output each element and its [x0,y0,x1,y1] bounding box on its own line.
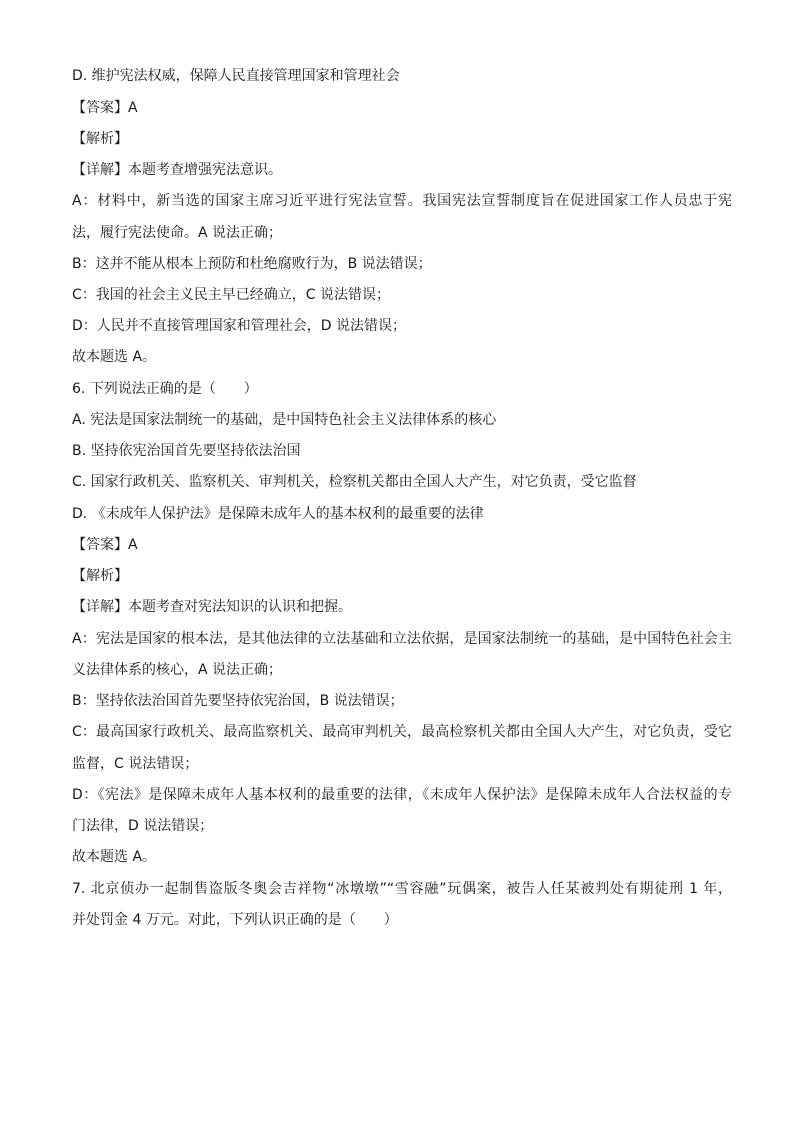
detail-a-line1-q5: A：材料中，新当选的国家主席习近平进行宪法宣誓。我国宪法宣誓制度旨在促进国家工作人员忠于宪 [72,193,732,209]
detail-intro-q6: 【详解】本题考查对宪法知识的认识和把握。 [72,599,352,615]
detail-d-line2-q6: 门法律，D 说法错误； [72,818,214,834]
question-6-option-a: A. 宪法是国家法制统一的基础，是中国特色社会主义法律体系的核心 [72,412,497,428]
detail-d-q5: D：人民并不直接管理国家和管理社会，D 说法错误； [72,318,407,334]
conclusion-q6: 故本题选 A。 [72,849,157,865]
detail-intro-q5: 【详解】本题考查增强宪法意识。 [72,162,282,178]
question-6-stem: 6. 下列说法正确的是（ ） [72,381,258,397]
analysis-label-q5: 【解析】 [72,131,128,147]
detail-a-line2-q5: 法，履行宪法使命。A 说法正确； [72,225,283,241]
analysis-label-q6: 【解析】 [72,568,128,584]
answer-label-q5: 【答案】A [72,100,138,116]
detail-b-q6: B：坚持依法治国首先要坚持依宪治国，B 说法错误； [72,693,404,709]
detail-d-line1-q6: D：《宪法》是保障未成年人基本权利的最重要的法律，《未成年人保护法》是保障未成年人合法权益的专 [72,787,732,803]
detail-c-line2-q6: 监督，C 说法错误； [72,756,199,772]
question-7-stem-line1: 7. 北京侦办一起制售盗版冬奥会吉祥物“冰墩墩”“雪容融”玩偶案，被告人任某被判处有期徒刑 1 年， [72,881,732,897]
conclusion-q5: 故本题选 A。 [72,349,157,365]
detail-a-line2-q6: 义法律体系的核心，A 说法正确； [72,662,283,678]
detail-c-line1-q6: C：最高国家行政机关、最高监察机关、最高审判机关，最高检察机关都由全国人大产生，对它负责，受它 [72,724,732,740]
question-6-option-b: B. 坚持依宪治国首先要坚持依法治国 [72,443,301,459]
detail-a-line1-q6: A：宪法是国家的根本法，是其他法律的立法基础和立法依据，是国家法制统一的基础，是中国特色社会主 [72,631,732,647]
detail-c-q5: C：我国的社会主义民主早已经确立，C 说法错误； [72,287,390,303]
answer-label-q6: 【答案】A [72,537,138,553]
question-7-stem-line2: 并处罚金 4 万元。对此，下列认识正确的是（ ） [72,912,398,928]
question-6-option-d: D. 《未成年人保护法》是保障未成年人的基本权利的最重要的法律 [72,506,484,522]
detail-b-q5: B：这并不能从根本上预防和杜绝腐败行为，B 说法错误； [72,256,432,272]
question-6-option-c: C. 国家行政机关、监察机关、审判机关，检察机关都由全国人大产生，对它负责，受它监督 [72,474,637,490]
option-d-q5: D. 维护宪法权威，保障人民直接管理国家和管理社会 [72,68,400,84]
